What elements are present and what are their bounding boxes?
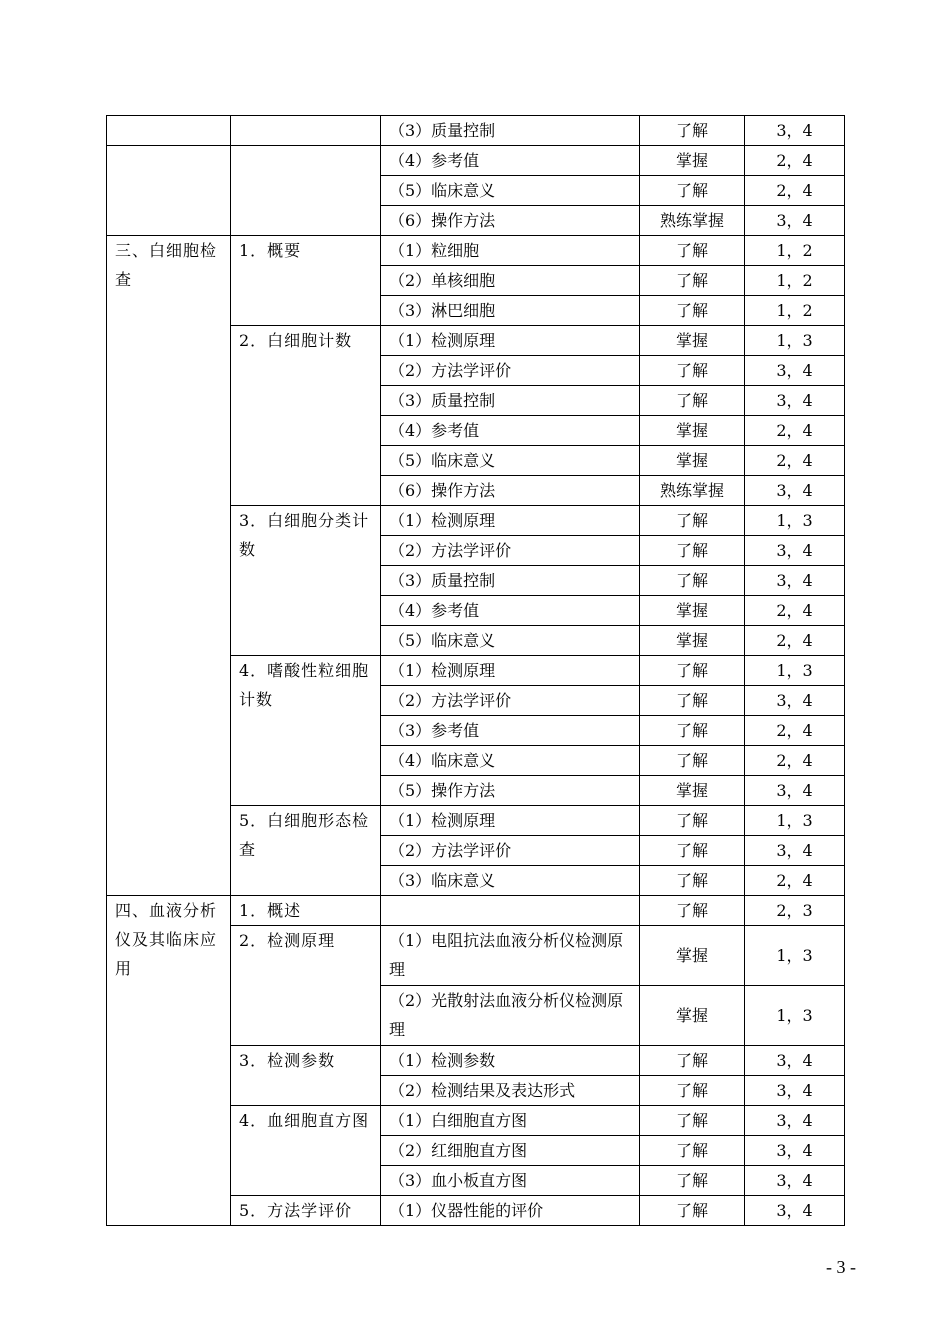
knowledge-point-cell: （1）仪器性能的评价 [381, 1196, 640, 1226]
knowledge-point-cell: （1）检测原理 [381, 656, 640, 686]
requirement-level-cell: 掌握 [640, 146, 745, 176]
unit-cell: 3，4 [745, 1106, 845, 1136]
requirement-level-cell: 了解 [640, 1166, 745, 1196]
requirement-level-cell: 掌握 [640, 776, 745, 806]
requirement-level-cell: 了解 [640, 866, 745, 896]
section-cell: 三、白细胞检查 [107, 236, 231, 896]
unit-cell: 1，2 [745, 236, 845, 266]
requirement-level-cell: 了解 [640, 806, 745, 836]
knowledge-point-cell: （1）白细胞直方图 [381, 1106, 640, 1136]
knowledge-point-cell: （3）质量控制 [381, 566, 640, 596]
unit-cell: 1，3 [745, 926, 845, 986]
knowledge-point-cell: （1）检测原理 [381, 506, 640, 536]
syllabus-table [106, 115, 845, 1226]
unit-cell: 1，3 [745, 806, 845, 836]
requirement-level-cell: 熟练掌握 [640, 206, 745, 236]
knowledge-point-cell: （5）临床意义 [381, 446, 640, 476]
unit-cell: 3，4 [745, 116, 845, 146]
requirement-level-cell: 掌握 [640, 326, 745, 356]
requirement-level-cell: 了解 [640, 506, 745, 536]
requirement-level-cell: 掌握 [640, 596, 745, 626]
unit-cell: 1，3 [745, 986, 845, 1046]
unit-cell: 1，3 [745, 506, 845, 536]
knowledge-point-cell: （1）检测参数 [381, 1046, 640, 1076]
requirement-level-cell: 了解 [640, 896, 745, 926]
knowledge-point-cell: （3）参考值 [381, 716, 640, 746]
knowledge-point-cell: （3）质量控制 [381, 386, 640, 416]
knowledge-point-cell: （5）临床意义 [381, 176, 640, 206]
requirement-level-cell: 了解 [640, 746, 745, 776]
table-row [107, 116, 845, 146]
table-row [107, 236, 845, 266]
knowledge-point-cell: （4）参考值 [381, 416, 640, 446]
topic-cell: 5．白细胞形态检查 [231, 806, 381, 896]
page-number: - 3 - [826, 1257, 856, 1277]
topic-cell: 4．嗜酸性粒细胞计数 [231, 656, 381, 806]
unit-cell: 1，3 [745, 326, 845, 356]
knowledge-point-cell: （2）单核细胞 [381, 266, 640, 296]
knowledge-point-cell: （6）操作方法 [381, 206, 640, 236]
topic-cell: 2．检测原理 [231, 926, 381, 1046]
unit-cell: 3，4 [745, 536, 845, 566]
knowledge-point-cell: （2）方法学评价 [381, 356, 640, 386]
knowledge-point-cell: （1）检测原理 [381, 806, 640, 836]
syllabus-table-body [107, 116, 845, 1226]
requirement-level-cell: 了解 [640, 1076, 745, 1106]
unit-cell: 2，3 [745, 896, 845, 926]
section-cell: 四、血液分析仪及其临床应用 [107, 896, 231, 1226]
unit-cell: 3，4 [745, 1196, 845, 1226]
requirement-level-cell: 了解 [640, 1136, 745, 1166]
requirement-level-cell: 掌握 [640, 446, 745, 476]
unit-cell: 3，4 [745, 776, 845, 806]
knowledge-point-cell: （3）临床意义 [381, 866, 640, 896]
topic-cell [231, 146, 381, 236]
knowledge-point-cell: （5）操作方法 [381, 776, 640, 806]
topic-cell: 4．血细胞直方图 [231, 1106, 381, 1196]
knowledge-point-cell: （4）临床意义 [381, 746, 640, 776]
requirement-level-cell: 了解 [640, 656, 745, 686]
requirement-level-cell: 掌握 [640, 626, 745, 656]
topic-cell: 1．概述 [231, 896, 381, 926]
unit-cell: 3，4 [745, 1076, 845, 1106]
knowledge-point-cell: （1）电阻抗法血液分析仪检测原理 [381, 926, 640, 986]
unit-cell: 3，4 [745, 356, 845, 386]
knowledge-point-cell: （2）方法学评价 [381, 836, 640, 866]
knowledge-point-cell: （3）淋巴细胞 [381, 296, 640, 326]
unit-cell: 2，4 [745, 596, 845, 626]
requirement-level-cell: 掌握 [640, 416, 745, 446]
unit-cell: 3，4 [745, 1046, 845, 1076]
requirement-level-cell: 了解 [640, 266, 745, 296]
unit-cell: 3，4 [745, 566, 845, 596]
requirement-level-cell: 了解 [640, 386, 745, 416]
topic-cell: 5．方法学评价 [231, 1196, 381, 1226]
requirement-level-cell: 了解 [640, 566, 745, 596]
requirement-level-cell: 了解 [640, 836, 745, 866]
requirement-level-cell: 了解 [640, 686, 745, 716]
requirement-level-cell: 掌握 [640, 926, 745, 986]
unit-cell: 1，3 [745, 656, 845, 686]
knowledge-point-cell: （1）粒细胞 [381, 236, 640, 266]
unit-cell: 3，4 [745, 1166, 845, 1196]
knowledge-point-cell: （3）质量控制 [381, 116, 640, 146]
knowledge-point-cell: （2）方法学评价 [381, 536, 640, 566]
requirement-level-cell: 了解 [640, 356, 745, 386]
unit-cell: 2，4 [745, 716, 845, 746]
unit-cell: 3，4 [745, 476, 845, 506]
unit-cell: 2，4 [745, 746, 845, 776]
requirement-level-cell: 熟练掌握 [640, 476, 745, 506]
requirement-level-cell: 掌握 [640, 986, 745, 1046]
requirement-level-cell: 了解 [640, 236, 745, 266]
knowledge-point-cell: （2）红细胞直方图 [381, 1136, 640, 1166]
knowledge-point-cell: （2）方法学评价 [381, 686, 640, 716]
knowledge-point-cell: （1）检测原理 [381, 326, 640, 356]
knowledge-point-cell: （4）参考值 [381, 596, 640, 626]
table-row [107, 146, 845, 176]
topic-cell [231, 116, 381, 146]
unit-cell: 2，4 [745, 416, 845, 446]
unit-cell: 2，4 [745, 866, 845, 896]
requirement-level-cell: 了解 [640, 176, 745, 206]
unit-cell: 1，2 [745, 266, 845, 296]
unit-cell: 3，4 [745, 206, 845, 236]
requirement-level-cell: 了解 [640, 716, 745, 746]
topic-cell: 3．检测参数 [231, 1046, 381, 1106]
unit-cell: 2，4 [745, 446, 845, 476]
topic-cell: 3．白细胞分类计数 [231, 506, 381, 656]
topic-cell: 1．概要 [231, 236, 381, 326]
requirement-level-cell: 了解 [640, 296, 745, 326]
knowledge-point-cell: （5）临床意义 [381, 626, 640, 656]
knowledge-point-cell: （4）参考值 [381, 146, 640, 176]
unit-cell: 3，4 [745, 836, 845, 866]
unit-cell: 3，4 [745, 686, 845, 716]
unit-cell: 2，4 [745, 176, 845, 206]
requirement-level-cell: 了解 [640, 1106, 745, 1136]
requirement-level-cell: 了解 [640, 1196, 745, 1226]
unit-cell: 2，4 [745, 146, 845, 176]
section-cell [107, 116, 231, 146]
knowledge-point-cell: （2）光散射法血液分析仪检测原理 [381, 986, 640, 1046]
unit-cell: 3，4 [745, 1136, 845, 1166]
unit-cell: 2，4 [745, 626, 845, 656]
knowledge-point-cell: （6）操作方法 [381, 476, 640, 506]
unit-cell: 3，4 [745, 386, 845, 416]
requirement-level-cell: 了解 [640, 116, 745, 146]
knowledge-point-cell [381, 896, 640, 926]
unit-cell: 1，2 [745, 296, 845, 326]
table-row [107, 896, 845, 926]
knowledge-point-cell: （3）血小板直方图 [381, 1166, 640, 1196]
topic-cell: 2．白细胞计数 [231, 326, 381, 506]
knowledge-point-cell: （2）检测结果及表达形式 [381, 1076, 640, 1106]
section-cell [107, 146, 231, 236]
requirement-level-cell: 了解 [640, 1046, 745, 1076]
requirement-level-cell: 了解 [640, 536, 745, 566]
